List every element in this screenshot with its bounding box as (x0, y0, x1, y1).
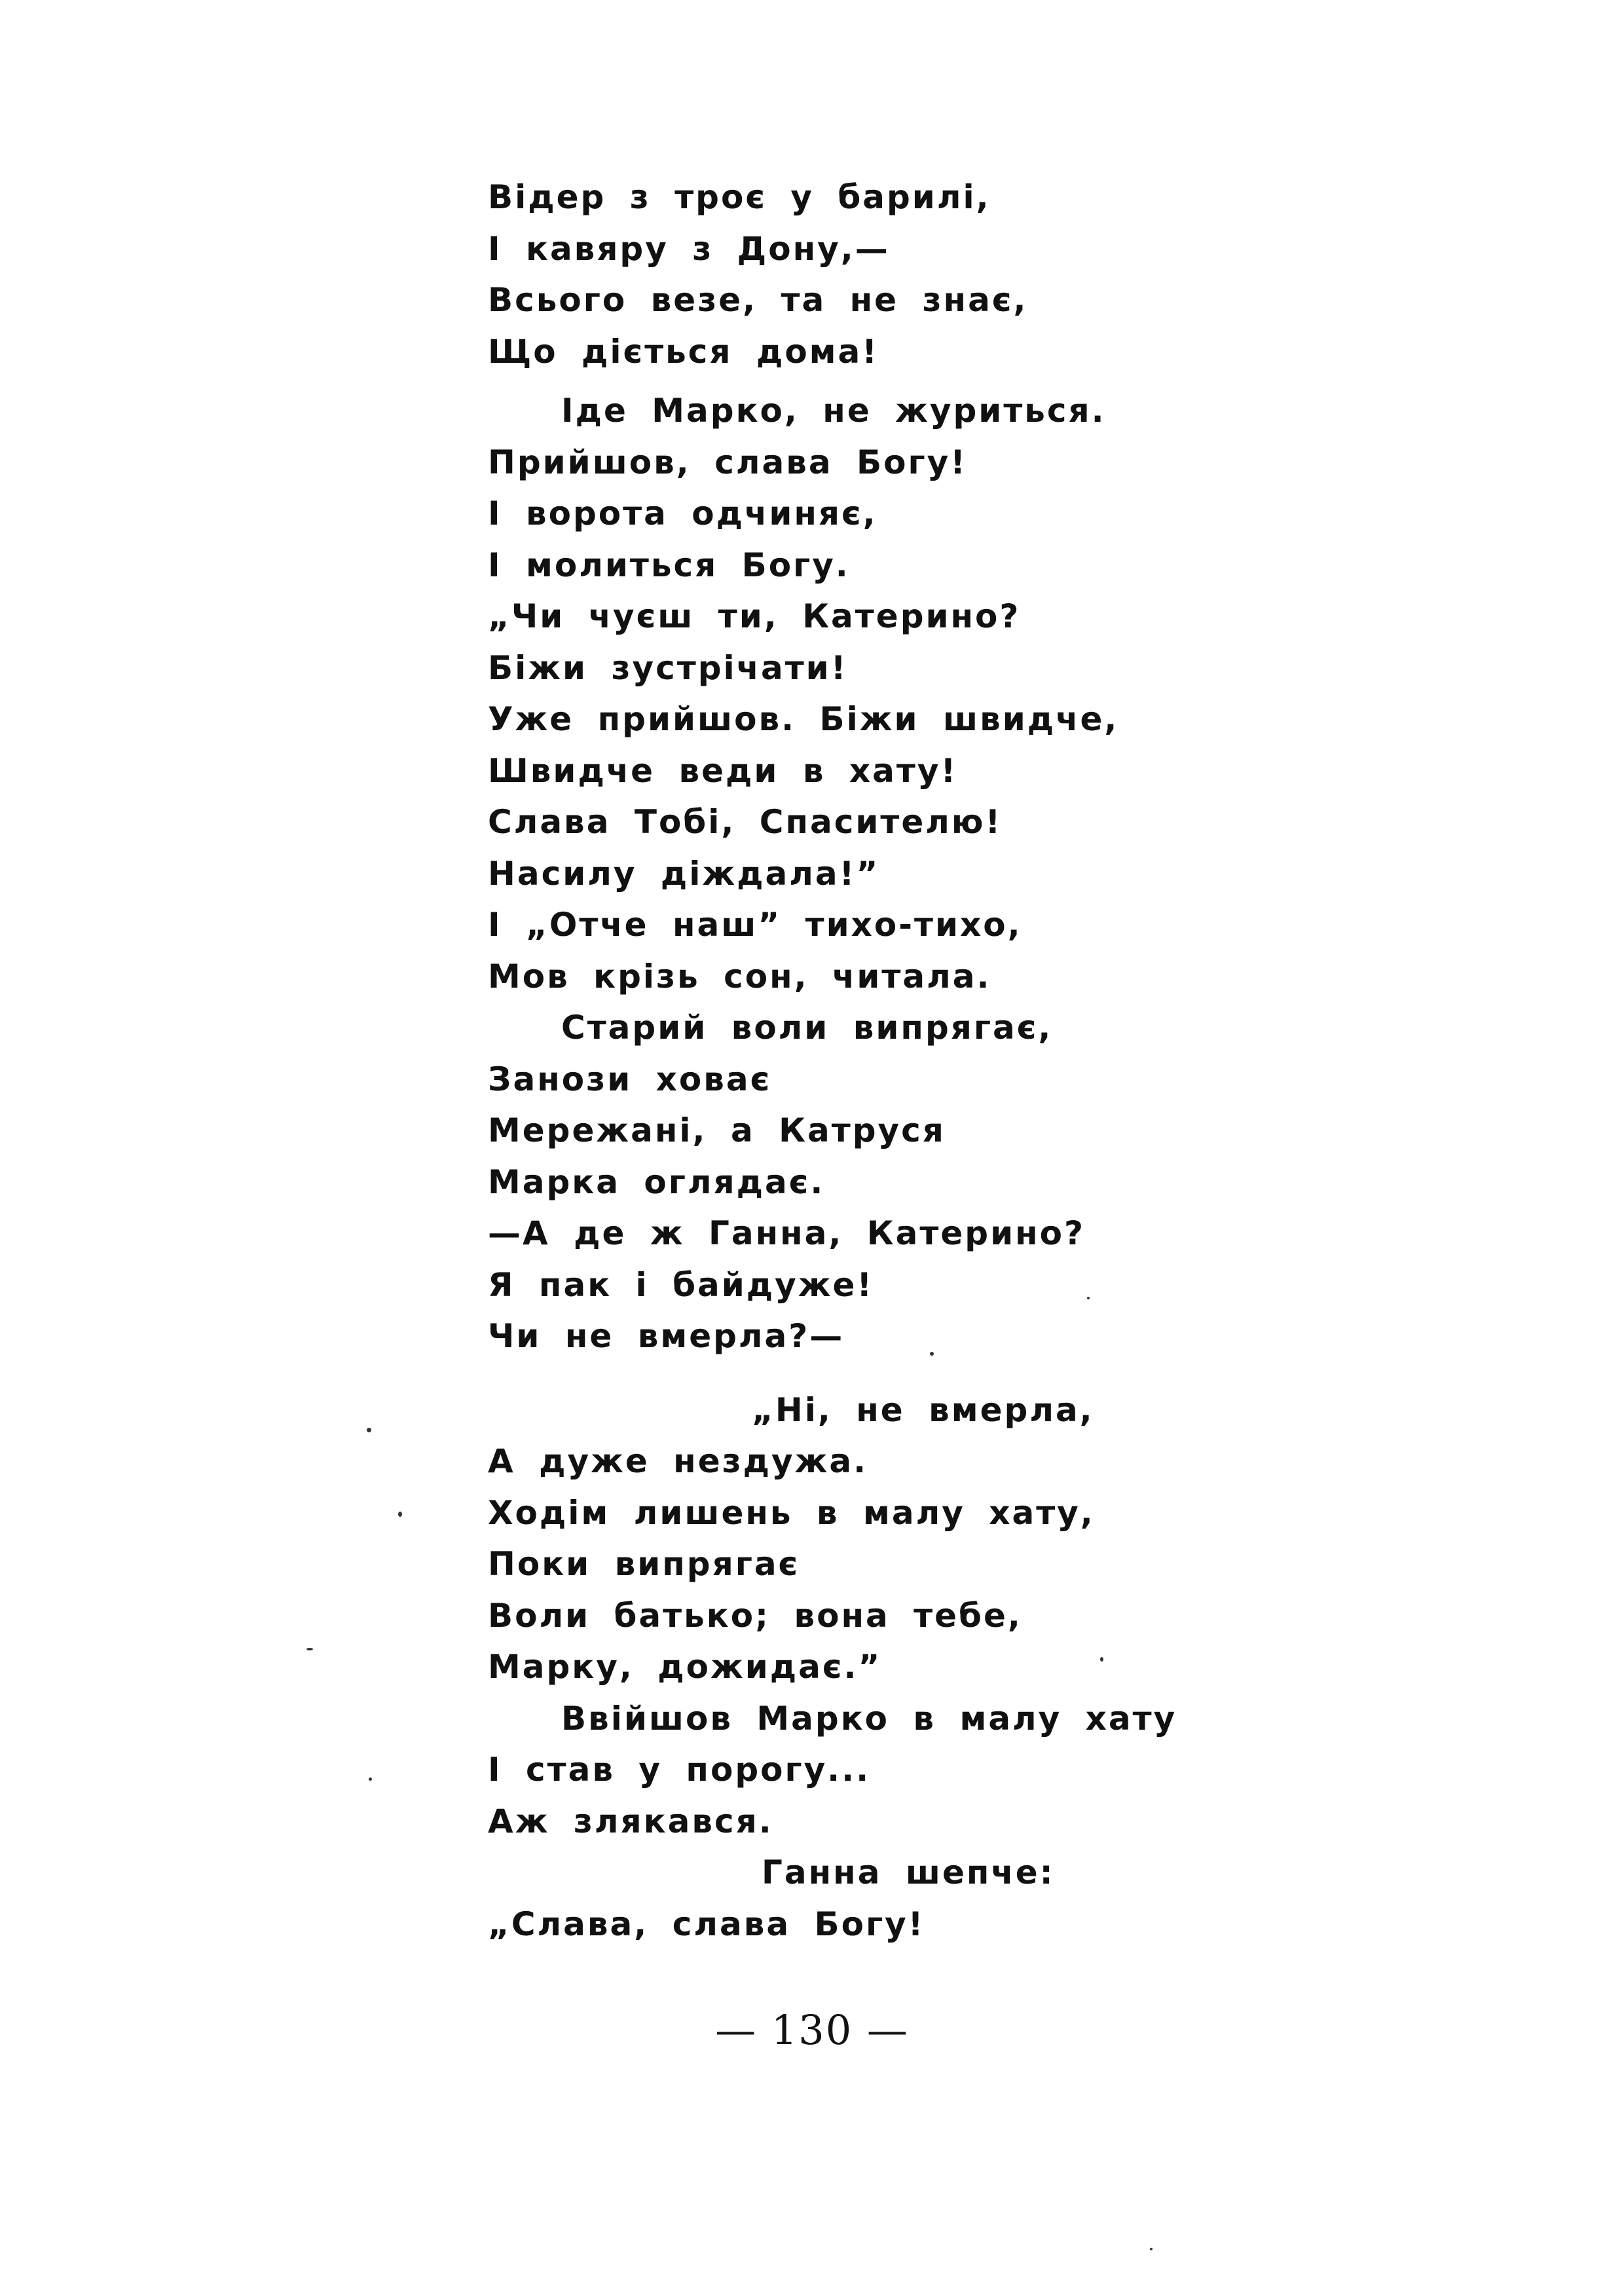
scan-speck (1150, 2248, 1153, 2250)
poem-line: І ворота одчиняє, (488, 494, 877, 532)
poem-line: Мережані, а Катруся (488, 1111, 946, 1149)
poem-line: Слава Тобі, Спасителю! (488, 803, 1003, 841)
poem-line: Всього везе, та не знає, (488, 281, 1028, 319)
poem-text (488, 172, 1392, 1950)
poem-line: Швидче веди в хату! (488, 751, 958, 790)
scan-speck (1087, 1297, 1090, 1299)
poem-line: Воли батько; вона тебе, (488, 1596, 1022, 1635)
scan-speck (930, 1352, 934, 1356)
poem-line: Чи не вмерла?— (488, 1317, 845, 1355)
scan-speck (398, 1512, 402, 1517)
poem-line: Старий воли випрягає, (561, 1009, 1053, 1047)
scan-speck (306, 1648, 313, 1650)
poem-line: І став у порогу... (488, 1751, 871, 1789)
poem-line: Ходім лишень в малу хату, (488, 1493, 1095, 1532)
poem-line: І „Отче наш” тихо-тихо, (488, 906, 1022, 944)
scan-speck (369, 1777, 372, 1781)
poem-line: Занози ховає (488, 1060, 772, 1098)
poem-line: —А де ж Ганна, Катерино? (488, 1214, 1086, 1252)
poem-line: „Ні, не вмерла, (752, 1390, 1094, 1429)
poem-line: Ввійшов Марко в малу хату (561, 1699, 1177, 1738)
poem-line: Аж злякався. (488, 1802, 773, 1840)
poem-line: І молиться Богу. (488, 546, 850, 584)
poem-line: „Чи чуєш ти, Катерино? (488, 597, 1021, 635)
scan-speck (1100, 1657, 1103, 1662)
poem-line: Марку, дожидає.” (488, 1648, 882, 1686)
poem-line: Я пак і байдуже! (488, 1265, 874, 1304)
poem-line: І кавяру з Дону,— (488, 229, 890, 268)
poem-line: Прийшов, слава Богу! (488, 443, 967, 481)
scan-speck (367, 1428, 371, 1432)
poem-line: „Слава, слава Богу! (488, 1905, 925, 1943)
poem-line: Поки випрягає (488, 1545, 800, 1583)
poem-line: Марка оглядає. (488, 1163, 825, 1201)
poem-line: Уже прийшов. Біжи швидче, (488, 700, 1119, 738)
poem-line: Що діється дома! (488, 332, 879, 371)
poem-line: Іде Марко, не журиться. (561, 392, 1106, 430)
poem-line: А дуже нездужа. (488, 1442, 868, 1480)
poem-line: Мов крізь сон, читала. (488, 957, 991, 996)
poem-line: Відер з троє у барилі, (488, 178, 991, 216)
poem-line: Біжи зустрічати! (488, 648, 848, 687)
poem-line: Ганна шепче: (762, 1853, 1055, 1891)
page-number: — 130 — (715, 2006, 909, 2054)
poem-line: Насилу діждала!” (488, 854, 880, 893)
